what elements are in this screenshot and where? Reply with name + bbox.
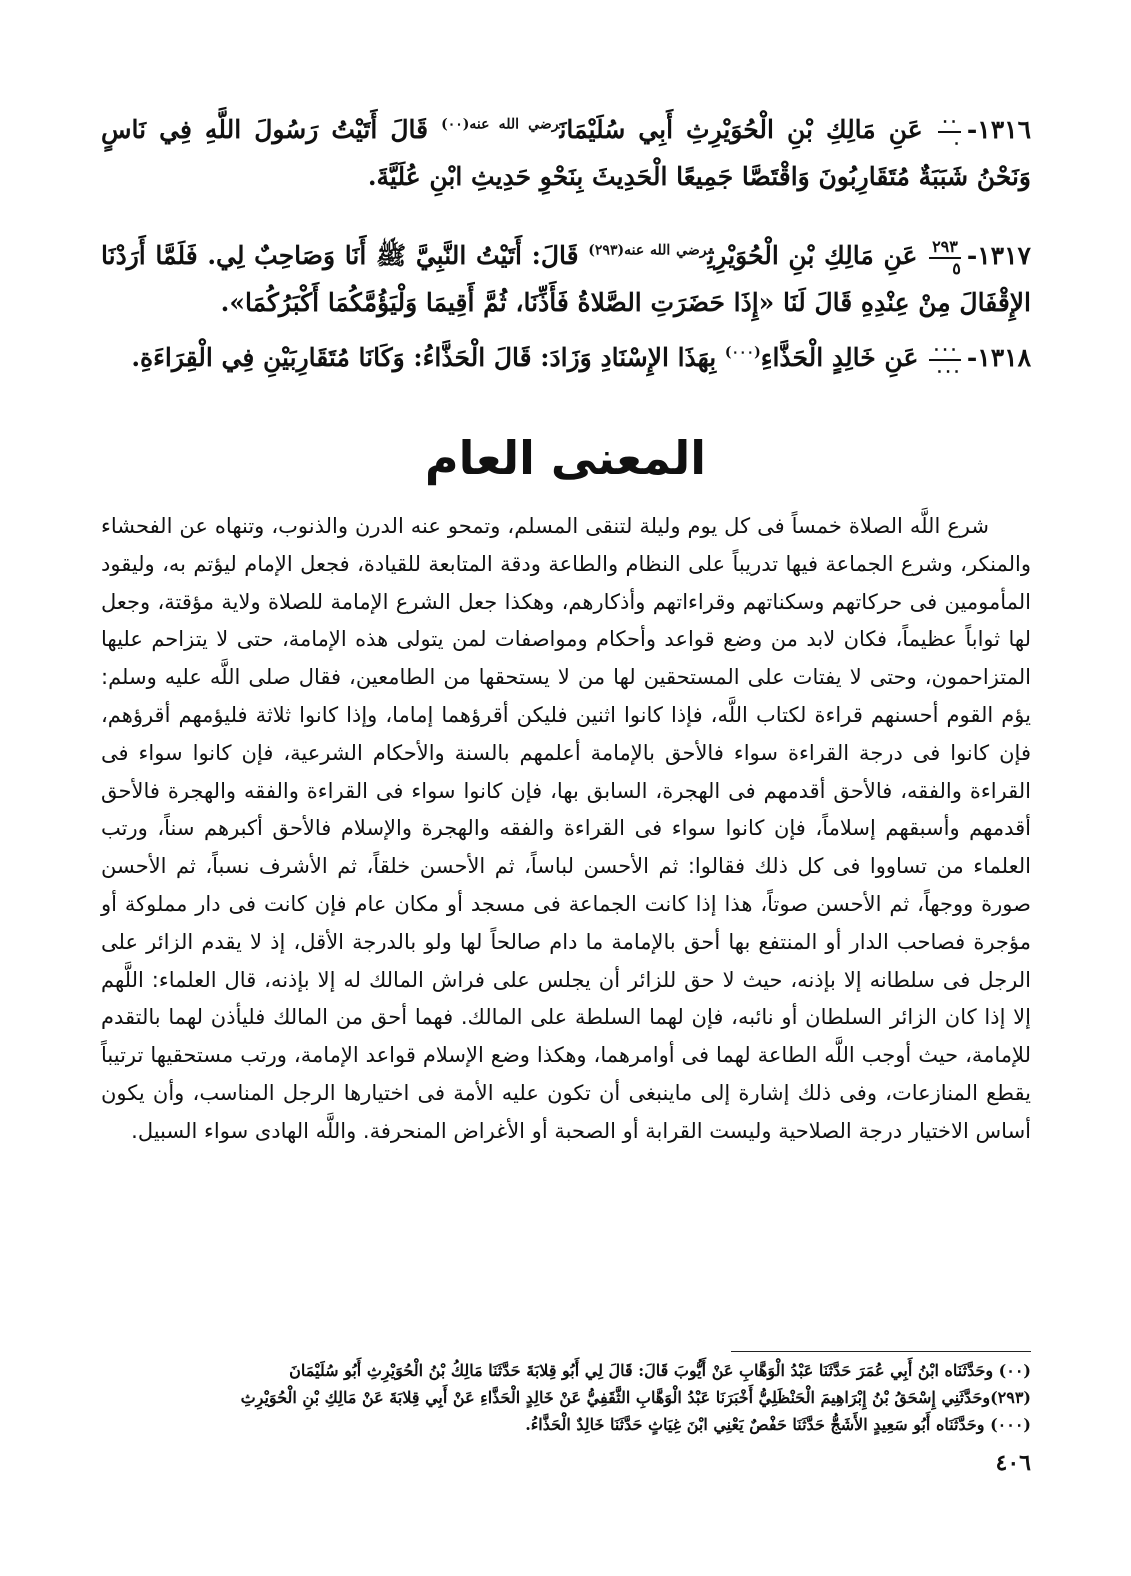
hadith-1316 <box>101 106 1031 200</box>
hadith-1317 <box>101 232 1031 326</box>
footnote: (٠٠) وحَدَّثَنَاه ابْنُ أَبِي عُمَرَ حَدَّثَنَا عَبْدُ الْوَهَّابِ عَنْ أَيُّوبَ قَالَ: قَالَ لِي أَبُو قِلابَةَ حَدَّثَنَا مَالِكُ بْنُ الْحُوَيْرِثِ أَبُو سُلَيْمَانَ <box>289 1361 1031 1380</box>
footnote: (٠٠٠) وحَدَّثَنَاه أَبُو سَعِيدٍ الأَشَجُّ حَدَّثَنَا حَفْصٌ يَعْنِي ابْنَ غِيَاثٍ حَدَّثَنَا خَالِدٌ الْحَذَّاءُ. <box>525 1415 1031 1434</box>
body-text <box>101 508 1031 1151</box>
footnotes <box>101 1357 1031 1438</box>
hadith-text: عَنِ خَالِدٍ الْحَذَّاءِ <box>760 343 919 372</box>
hadith-text: عَنِ مَالِكِ بْنِ الْحُوَيْرِثِ أَبِي سُلَيْمَانَ <box>559 115 923 144</box>
hadith-number: ١٣١٦- <box>966 115 1031 144</box>
honorific-glyph: رضي الله عنه <box>624 242 708 259</box>
hadith-marker: ٠٠٠ ٠٠٠ <box>929 341 961 379</box>
footnote-ref: (٠٠٠) <box>724 344 761 361</box>
footnote-divider <box>731 1351 1031 1352</box>
footnote: (٢٩٣)وحَدَّثَنِي إِسْحَقُ بْنُ إِبْرَاهِيمَ الْحَنْظَلِيُّ أَخْبَرَنَا عَبْدُ الْوَهَّابِ الثَّقَفِيُّ عَنْ خَالِدٍ الْحَذَّاءِ عَنْ أَبِي قِلابَةَ عَنْ مَالِكِ بْنِ الْحُوَيْرِثِ <box>240 1388 1031 1407</box>
hadith-text: عَنِ مَالِكِ بْنِ الْحُوَيْرِثِ <box>707 241 918 270</box>
section-title: المعنى العام <box>424 431 707 485</box>
hadith-marker: ٢٩٣ ٥ <box>929 239 961 277</box>
hadith-text: قَالَ أَتَيْتُ رَسُولَ اللَّهِ فِي نَاسٍ وَنَحْنُ شَبَبَةٌ مُتَقَارِبُونَ وَاقْتَصَّا جَمِيعًا الْحَدِيثَ بِنَحْوِ حَدِيثِ ابْنِ عُلَيَّةَ. <box>101 115 1031 191</box>
body-paragraph: شرع اللَّه الصلاة خمساً فى كل يوم وليلة لتنقى المسلم، وتمحو عنه الدرن والذنوب، وتنهاه عن الفحشاء والمنكر، وشرع الجماعة فيها تدريباً على النظام والطاعة ودقة المتابعة للقيادة، فجعل الإمام ليؤتم به، وليقود المأمومين فى حركاتهم وسكناتهم وقراءاتهم وأذكارهم، وهكذا جعل الشرع الإمامة للصلاة ولاية مؤقتة، وجعل لها ثواباً عظيماً، فكان لابد من وضع قواعد وأحكام ومواصفات لمن يتولى هذه الإمامة، حتى لا يتزاحم عليها المتزاحمون، وحتى لا يفتات على المستحقين لها من لا يستحقها من الطامعين، فقال صلى اللَّه عليه وسلم: يؤم القوم أحسنهم قراءة لكتاب اللَّه، فإذا كانوا اثنين فليكن أقرؤهما إماما، وإذا كانوا ثلاثة فليؤمهم أقرؤهم، فإن كانوا فى درجة القراءة سواء فالأحق بالإمامة أعلمهم بالسنة والأحكام الشرعية، فإن كانوا سواء فى القراءة والفقه، فالأحق أقدمهم فى الهجرة، السابق بها، فإن كانوا سواء فى القراءة والفقه والهجرة فالأحق أقدمهم وأسبقهم إسلاماً، فإن كانوا سواء فى القراءة والفقه والهجرة والإسلام فالأحق أكبرهم سناً، ورتب العلماء من تساووا فى كل ذلك فقالوا: ثم الأحسن لباساً، ثم الأحسن خلقاً، ثم الأشرف نسباً، ثم الأحسن صورة ووجهاً، ثم الأحسن صوتاً، هذا إذا كانت الجماعة فى مسجد أو مكان عام فإن كانت فى دار مملوكة أو مؤجرة فصاحب الدار أو المنتفع بها أحق بالإمامة ما دام صالحاً لها ولو بالدرجة الأقل، إذ لا يقدم الزائر على الرجل فى سلطانه إلا بإذنه، حيث لا حق للزائر أن يجلس على فراش المالك له إلا بإذنه، قال العلماء: اللَّهم إلا إذا كان الزائر السلطان أو نائبه، فإن لهما السلطة على المالك. فهما أحق من المالك فليأذن لهما بالتقدم للإمامة، حيث أوجب اللَّه الطاعة لهما فى أوامرهما، وهكذا وضع الإسلام قواعد الإمامة، ورتب مستحقيها ترتيباً يقطع المنازعات، وفى ذلك إشارة إلى ماينبغى أن تكون عليه الأمة فى اختيارها الرجل المناسب، وأن يكون أساس الاختيار درجة الصلاحية وليست القرابة أو الصحبة أو الأغراض المنحرفة. واللَّه الهادى سواء السبيل. <box>101 514 1031 1143</box>
footnote-ref: (٢٩٣) <box>588 242 625 259</box>
footnote-ref: (٠٠) <box>441 116 470 133</box>
hadith-number: ١٣١٨- <box>966 343 1031 372</box>
hadith-1318 <box>101 334 1031 381</box>
hadith-text: قَالَ: أَتَيْتُ النَّبِيَّ ﷺ أَنَا وَصَاحِبٌ لِي. فَلَمَّا أَرَدْنَا الإِقْفَالَ مِنْ عِنْدِهِ قَالَ لَنَا «إِذَا حَضَرَتِ الصَّلاةُ فَأَذِّنَا، ثُمَّ أَقِيمَا وَلْيَؤُمَّكُمَا أَكْبَرُكُمَا». <box>101 241 1031 317</box>
honorific-glyph: رضي الله عنه <box>469 116 560 133</box>
hadith-text: بِهَذَا الإِسْنَادِ وَزَادَ: قَالَ الْحَذَّاءُ: وَكَانَا مُتَقَارِبَيْنِ فِي الْقِرَاءَةِ. <box>131 343 717 372</box>
page-number: ٤٠٦ <box>995 1450 1031 1476</box>
hadith-number: ١٣١٧- <box>966 241 1031 270</box>
hadith-marker: ٠٠ ٠ <box>938 113 961 151</box>
